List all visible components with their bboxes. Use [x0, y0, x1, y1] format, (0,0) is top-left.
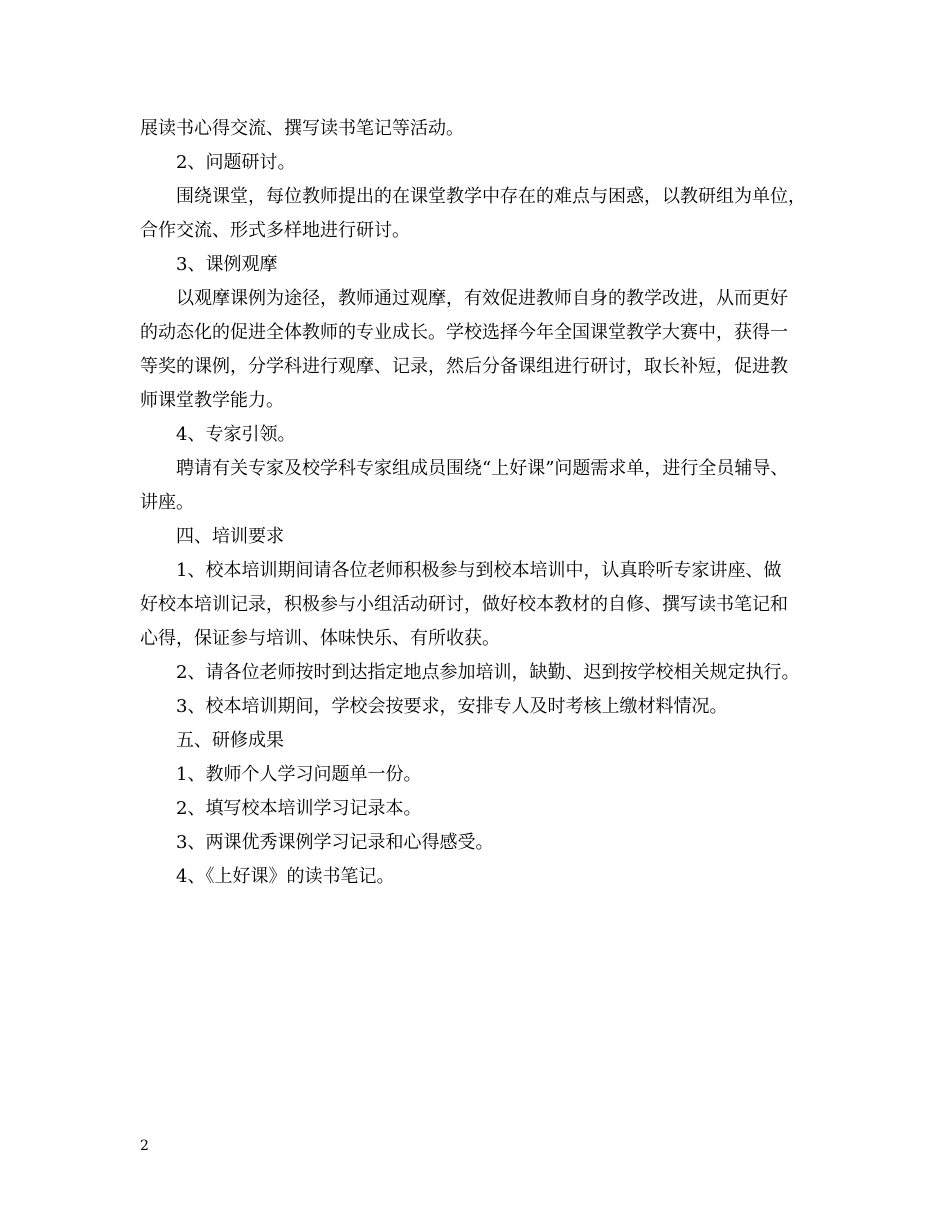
list-item: 4、《上好课》的读书笔记。 [176, 866, 395, 887]
document-body [140, 112, 830, 894]
paragraph-line: 以观摩课例为途径，教师通过观摩，有效促进教师自身的教学改进，从而更好 [176, 288, 788, 309]
section-heading: 四、培训要求 [176, 526, 284, 547]
section-heading: 4、专家引领。 [176, 424, 296, 445]
paragraph-line: 合作交流、形式多样地进行研讨。 [140, 220, 410, 241]
list-item: 3、校本培训期间，学校会按要求，安排专人及时考核上缴材料情况。 [176, 696, 728, 717]
paragraph-line: 等奖的课例，分学科进行观摩、记录，然后分备课组进行研讨，取长补短，促进教 [140, 356, 788, 377]
section-heading: 2、问题研讨。 [176, 152, 296, 173]
list-item: 1、教师个人学习问题单一份。 [176, 764, 422, 785]
paragraph-line: 讲座。 [140, 492, 194, 513]
paragraph-line: 展读书心得交流、撰写读书笔记等活动。 [140, 118, 464, 139]
list-item: 2、填写校本培训学习记录本。 [176, 798, 422, 819]
paragraph-line: 围绕课堂，每位教师提出的在课堂教学中存在的难点与困惑，以教研组为单位， [176, 186, 806, 207]
paragraph-line: 心得，保证参与培训、体味快乐、有所收获。 [140, 628, 500, 649]
paragraph-line: 师课堂教学能力。 [140, 390, 284, 411]
section-heading: 五、研修成果 [176, 730, 284, 751]
section-heading: 3、课例观摩 [176, 254, 278, 275]
list-item: 3、两课优秀课例学习记录和心得感受。 [176, 832, 494, 853]
list-item: 2、请各位老师按时到达指定地点参加培训，缺勤、迟到按学校相关规定执行。 [176, 662, 800, 683]
page-number: 2 [140, 1138, 149, 1154]
paragraph-line: 聘请有关专家及校学科专家组成员围绕“上好课”问题需求单，进行全员辅导、 [176, 458, 789, 479]
paragraph-line: 的动态化的促进全体教师的专业成长。学校选择今年全国课堂教学大赛中，获得一 [140, 322, 788, 343]
paragraph-line: 好校本培训记录，积极参与小组活动研讨，做好校本教材的自修、撰写读书笔记和 [140, 594, 788, 615]
list-item: 1、校本培训期间请各位老师积极参与到校本培训中，认真聆听专家讲座、做 [176, 560, 782, 581]
